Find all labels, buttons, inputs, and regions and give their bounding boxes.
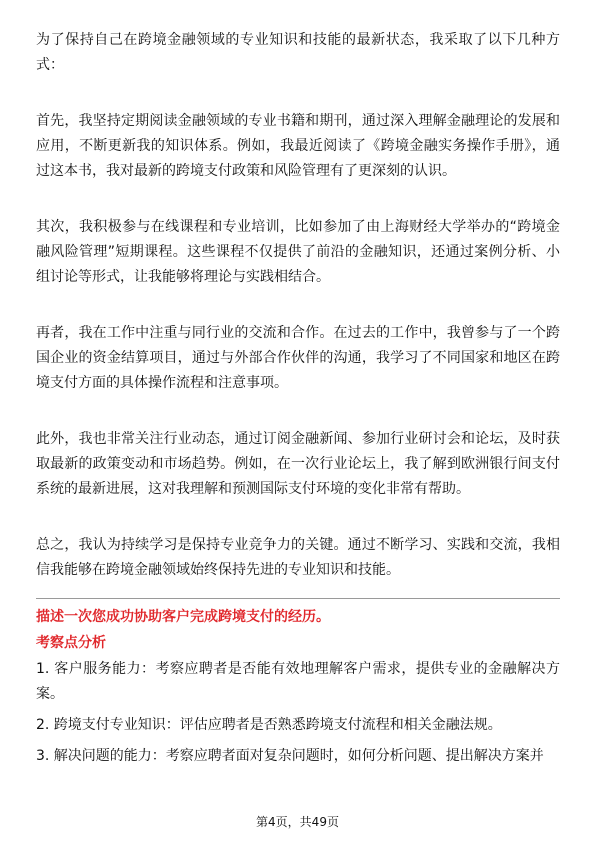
analysis-heading: 考察点分析: [36, 635, 106, 651]
page-number: 第4页，共49页: [256, 815, 339, 829]
answer-paragraph-conclusion: 总之，我认为持续学习是保持专业竞争力的关键。通过不断学习、实践和交流，我相信我能够在跨境金融领域始终保持先进的专业知识和技能。: [36, 537, 560, 578]
answer-paragraph-first: 首先，我坚持定期阅读金融领域的专业书籍和期刊，通过深入理解金融理论的发展和应用，不断更新我的知识体系。例如，我最近阅读了《跨境金融实务操作手册》，通过这本书，我对最新的跨境支付政策和风险管理有了更深刻的认识。: [36, 113, 560, 179]
answer-paragraph-second: 其次，我积极参与在线课程和专业培训，比如参加了由上海财经大学举办的“跨境金融风险管理”短期课程。这些课程不仅提供了前沿的金融知识，还通过案例分析、小组讨论等形式，让我能够将理论与实践相结合。: [36, 219, 560, 285]
analysis-item: 3. 解决问题的能力：考察应聘者面对复杂问题时，如何分析问题、提出解决方案并: [36, 748, 544, 764]
analysis-item: 1. 客户服务能力：考察应聘者是否能有效地理解客户需求，提供专业的金融解决方案。: [36, 661, 560, 702]
answer-paragraph-intro: 为了保持自己在跨境金融领域的专业知识和技能的最新状态，我采取了以下几种方式：: [36, 32, 560, 73]
interview-question: 描述一次您成功协助客户完成跨境支付的经历。: [36, 609, 330, 625]
section-divider: [36, 598, 560, 599]
analysis-item: 2. 跨境支付专业知识：评估应聘者是否熟悉跨境支付流程和相关金融法规。: [36, 717, 502, 733]
analysis-list: [36, 657, 560, 769]
answer-paragraph-third: 再者，我在工作中注重与同行业的交流和合作。在过去的工作中，我曾参与了一个跨国企业的资金结算项目，通过与外部合作伙伴的沟通，我学习了不同国家和地区在跨境支付方面的具体操作流程和注意事项。: [36, 325, 560, 391]
answer-paragraph-fourth: 此外，我也非常关注行业动态，通过订阅金融新闻、参加行业研讨会和论坛，及时获取最新的政策变动和市场趋势。例如，在一次行业论坛上，我了解到欧洲银行间支付系统的最新进展，这对我理解和预测国际支付环境的变化非常有帮助。: [36, 431, 560, 497]
page-content: [36, 28, 560, 775]
